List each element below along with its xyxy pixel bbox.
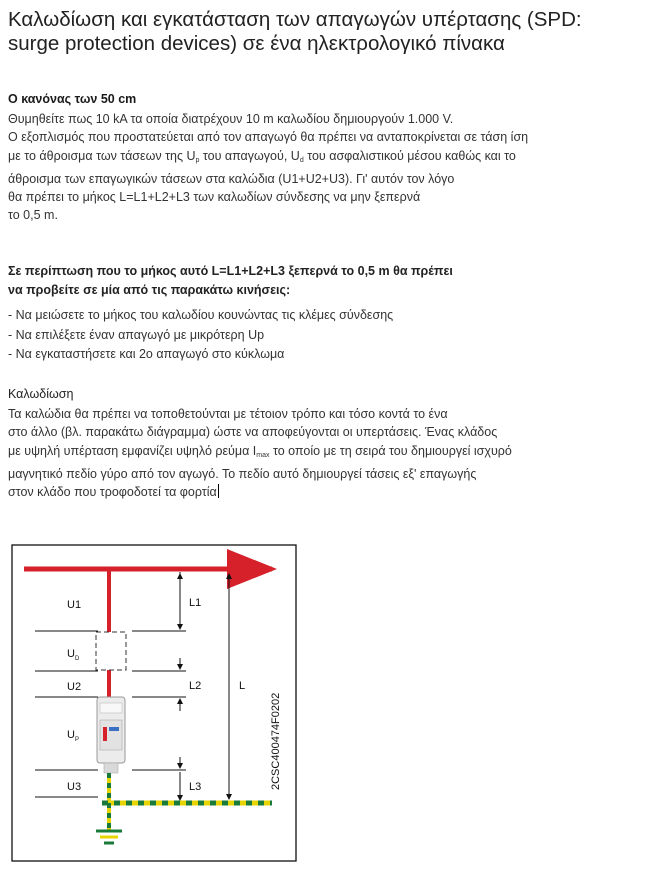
page-title: Καλωδίωση και εγκατάσταση των απαγωγών υπέρτασης (SPD: surge protection devices) σε ένα ηλεκτρολογικό πίνακα [8, 8, 582, 55]
para1-line: Θυμηθείτε πως 10 kA τα οποία διατρέχουν 10 m καλωδίου δημιουργούν 1.000 V. [8, 112, 454, 126]
subscript: p [195, 156, 200, 164]
list-item: - Να επιλέξετε έναν απαγωγό με μικρότερη Up [8, 327, 265, 342]
text-run: του ασφαλιστικού μέσου καθώς και το [303, 148, 516, 163]
label-u1: U1 [67, 599, 82, 611]
label-u3: U3 [67, 781, 82, 793]
label-l1: L1 [189, 597, 202, 609]
spd-device [97, 697, 125, 773]
ground-icon [96, 831, 122, 843]
text-run: στον κλάδο που τροφοδοτεί τα φορτία [8, 485, 217, 500]
label-ud: $U_D$ [67, 648, 80, 662]
para3-line: Τα καλώδια θα πρέπει να τοποθετούνται με τέτοιον τρόπο και τόσο κοντά το ένα [8, 407, 448, 421]
diagram-code: 2CSC400474F0202 [270, 692, 282, 790]
para1-line: Ο εξοπλισμός που προστατεύεται από τον απαγωγό θα πρέπει να ανταποκρίνεται σε τάση ίση [8, 130, 529, 145]
label-l-total: L [239, 680, 246, 692]
diagram-frame [12, 545, 296, 861]
label-l3: L3 [189, 781, 202, 793]
cabling-heading: Καλωδίωση [8, 387, 74, 401]
subscript: d [299, 156, 304, 164]
label-u2: U2 [67, 681, 82, 693]
text-run: του απαγωγού, U [199, 148, 300, 163]
para3-line: στο άλλο (βλ. παρακάτω διάγραμμα) ώστε να αποφεύγονται οι υπερτάσεις. Ένας κλάδος [8, 425, 498, 440]
para1-line: άθροισμα των επαγωγικών τάσεων στα καλώδια (U1+U2+U3). Γι' αυτόν τον λόγο [8, 171, 455, 186]
list-item: - Να μειώσετε το μήκος του καλωδίου κουνώντας τις κλέμες σύνδεσης [8, 308, 394, 322]
subscript: max [256, 451, 270, 459]
para3-line: μαγνητικό πεδίο γύρο από τον αγωγό. Το πεδίο αυτό δημιουργεί τάσεις εξ' επαγωγής [8, 466, 477, 481]
text-run: με το άθροισμα των τάσεων της U [8, 148, 196, 163]
label-up: $U_P$ [67, 729, 79, 743]
para1-line: θα πρέπει το μήκος L=L1+L2+L3 των καλωδίων σύνδεσης να μην ξεπερνά [8, 190, 421, 205]
text-run: με υψηλή υπέρταση εμφανίζει υψηλό ρεύμα I [8, 443, 257, 458]
text-run: το οποίο με τη σειρά του δημιουργεί ισχυρό [269, 443, 512, 458]
list-item: - Να εγκαταστήσετε και 2ο απαγωγό στο κύκλωμα [8, 347, 285, 361]
para2-line: να προβείτε σε μία από τις παρακάτω κινήσεις: [8, 282, 291, 297]
para2-line: Σε περίπτωση που το μήκος αυτό L=L1+L2+L3 ξεπερνά το 0,5 m θα πρέπει [8, 264, 453, 278]
label-l2: L2 [189, 680, 202, 692]
fuse-symbol [96, 632, 126, 670]
rule-heading: Ο κανόνας των 50 cm [8, 92, 137, 106]
para1-line: το 0,5 m. [8, 208, 58, 223]
length-markers [132, 572, 186, 800]
